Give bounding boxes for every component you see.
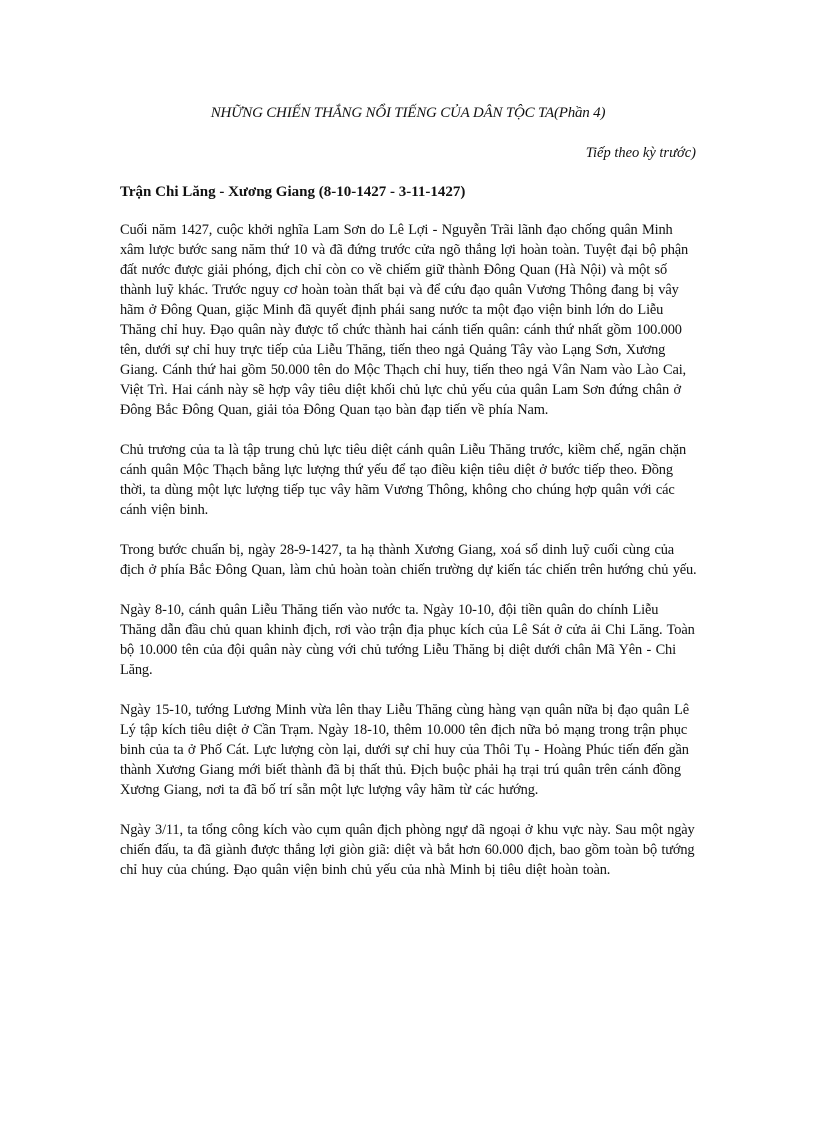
continued-note: Tiếp theo kỳ trước) <box>585 145 696 161</box>
paragraph-1: Cuối năm 1427, cuộc khởi nghĩa Lam Sơn do Lê Lợi - Nguyễn Trãi lãnh đạo chống quân Minh xâm lược bước sang năm thứ 10 và đã đứng trước cửa ngõ thắng lợi hoàn toàn. Tuyệt đại bộ phận đất nước được giải phóng, địch chỉ còn co về chiếm giữ thành Đông Quan (Hà Nội) và một số thành luỹ khác. Trước nguy cơ hoàn toàn thất bại và để cứu đạo quân Vương Thông đang bị vây hãm ở Đông Quan, giặc Minh đã quyết định phái sang nước ta một đạo viện binh lớn do Liễu Thăng chỉ huy. Đạo quân này được tổ chức thành hai cánh tiến quân: cánh thứ nhất gồm 100.000 tên, dưới sự chỉ huy trực tiếp của Liễu Thăng, tiến theo ngả Quảng Tây vào Lạng Sơn, Xương Giang. Cánh thứ hai gồm 50.000 tên do Mộc Thạch chỉ huy, tiến theo ngả Vân Nam vào Lào Cai, Việt Trì. Hai cánh này sẽ hợp vây tiêu diệt khối chủ lực chủ yếu của quân Lam Sơn đứng chân ở Đông Bắc Đông Quan, giải tỏa Đông Quan tạo bàn đạp tiến về phía Nam. <box>120 222 689 418</box>
paragraph-5: Ngày 15-10, tướng Lương Minh vừa lên thay Liễu Thăng cùng hàng vạn quân nữa bị đạo quân Lê Lý tập kích tiêu diệt ở Cần Trạm. Ngày 18-10, thêm 10.000 tên địch nữa bỏ mạng trong trận phục binh của ta ở Phố Cát. Lực lượng còn lại, dưới sự chỉ huy của Thôi Tụ - Hoàng Phúc tiến đến gần thành Xương Giang mới biết thành đã bị thất thủ. Địch buộc phải hạ trại trú quân trên cánh đồng Xương Giang, nơi ta đã bố trí sẵn một lực lượng vây hãm từ các hướng. <box>120 702 689 798</box>
article-body <box>120 220 697 900</box>
paragraph-2: Chủ trương của ta là tập trung chủ lực tiêu diệt cánh quân Liễu Thăng trước, kiềm chế, ngăn chặn cánh quân Mộc Thạch bằng lực lượng thứ yếu để tạo điều kiện tiêu diệt ở bước tiếp theo. Đồng thời, ta dùng một lực lượng tiếp tục vây hãm Vương Thông, không cho chúng hợp quân với các cánh viện binh. <box>120 442 687 518</box>
paragraph-6: Ngày 3/11, ta tổng công kích vào cụm quân địch phòng ngự dã ngoại ở khu vực này. Sau một ngày chiến đấu, ta đã giành được thắng lợi giòn giã: diệt và bắt hơn 60.000 địch, bao gồm toàn bộ tướng chỉ huy của chúng. Đạo quân viện binh chủ yếu của nhà Minh bị tiêu diệt hoàn toàn. <box>120 822 695 878</box>
document-title: NHỮNG CHIẾN THẮNG NỔI TIẾNG CỦA DÂN TỘC TA(Phần 4) <box>210 105 606 121</box>
paragraph-3: Trong bước chuẩn bị, ngày 28-9-1427, ta hạ thành Xương Giang, xoá sổ dinh luỹ cuối cùng của địch ở phía Bắc Đông Quan, làm chủ hoàn toàn chiến trường dự kiến tác chiến trên hướng chủ yếu. <box>120 542 697 578</box>
paragraph-4: Ngày 8-10, cánh quân Liễu Thăng tiến vào nước ta. Ngày 10-10, đội tiền quân do chính Liễu Thăng dẫn đầu chủ quan khinh địch, rơi vào trận địa phục kích của Lê Sát ở cửa ải Chi Lăng. Toàn bộ 10.000 tên của đội quân này cùng với chủ tướng Liễu Thăng bị diệt dưới chân Mã Yên - Chi Lăng. <box>120 602 695 678</box>
section-heading: Trận Chi Lăng - Xương Giang (8-10-1427 - 3-11-1427) <box>120 184 466 200</box>
